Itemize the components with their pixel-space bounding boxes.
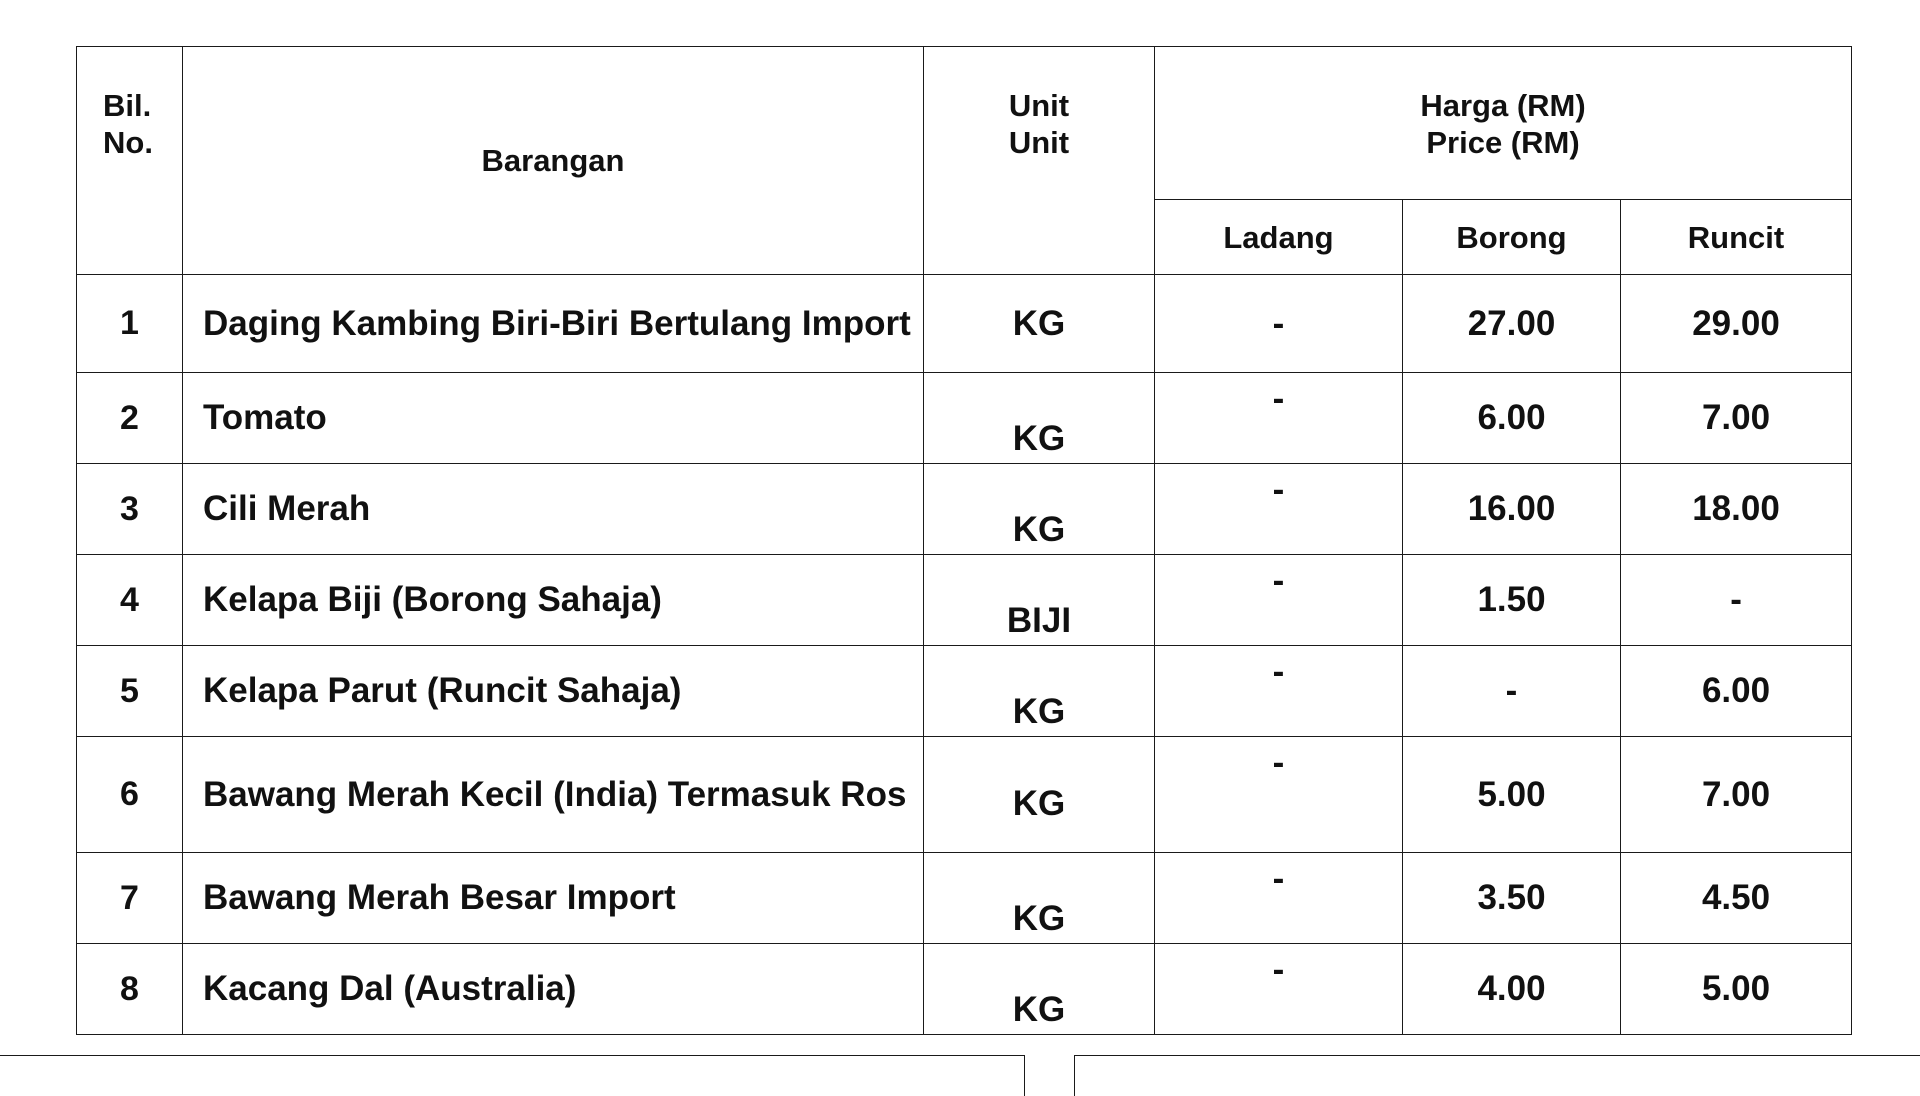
row-no: 8 [77,944,183,1035]
row-ladang: - [1155,555,1403,646]
row-borong: 27.00 [1403,275,1621,373]
row-no: 5 [77,646,183,737]
row-runcit: 18.00 [1621,464,1852,555]
row-borong: 5.00 [1403,737,1621,853]
row-no: 7 [77,853,183,944]
row-runcit: 4.50 [1621,853,1852,944]
row-runcit: 7.00 [1621,737,1852,853]
price-table [76,46,1852,1035]
row-ladang: - [1155,275,1403,373]
row-ladang: - [1155,737,1403,853]
header-runcit: Runcit [1621,200,1852,275]
row-runcit: 5.00 [1621,944,1852,1035]
row-item: Bawang Merah Besar Import [183,853,924,944]
row-borong: 6.00 [1403,373,1621,464]
row-unit: BIJI [924,555,1155,646]
table-row [77,555,1852,646]
row-ladang: - [1155,646,1403,737]
row-unit: KG [924,373,1155,464]
row-item: Cili Merah [183,464,924,555]
row-item: Tomato [183,373,924,464]
row-ladang: - [1155,373,1403,464]
row-unit: KG [924,737,1155,853]
row-unit: KG [924,464,1155,555]
table-body [77,275,1852,1035]
row-borong: 16.00 [1403,464,1621,555]
table-header [77,47,1852,275]
row-no: 1 [77,275,183,373]
row-borong: - [1403,646,1621,737]
row-ladang: - [1155,464,1403,555]
row-runcit: 29.00 [1621,275,1852,373]
next-table-left-border [0,1055,1025,1096]
header-harga [1155,47,1852,200]
header-bil: Bil. [103,88,152,123]
row-no: 4 [77,555,183,646]
table-row [77,275,1852,373]
row-no: 3 [77,464,183,555]
table-row [77,853,1852,944]
header-unit [924,47,1155,275]
row-unit: KG [924,944,1155,1035]
header-borong: Borong [1403,200,1621,275]
row-unit: KG [924,853,1155,944]
row-ladang: - [1155,944,1403,1035]
next-table-right-border [1074,1055,1920,1096]
row-item: Bawang Merah Kecil (India) Termasuk Ros [183,737,924,853]
row-no: 2 [77,373,183,464]
row-runcit: 7.00 [1621,373,1852,464]
header-no: No. [103,125,153,160]
header-unit-en: Unit [1008,125,1070,160]
row-unit: KG [924,646,1155,737]
header-barangan: Barangan [183,47,924,275]
table-row [77,373,1852,464]
table-row [77,464,1852,555]
row-borong: 4.00 [1403,944,1621,1035]
row-runcit: 6.00 [1621,646,1852,737]
header-ladang: Ladang [1155,200,1403,275]
row-runcit: - [1621,555,1852,646]
table-row [77,737,1852,853]
header-harga-en: Price (RM) [1426,125,1580,160]
row-item: Kelapa Parut (Runcit Sahaja) [183,646,924,737]
header-harga-ms: Harga (RM) [1420,88,1586,123]
header-bil-no [77,47,183,275]
row-borong: 3.50 [1403,853,1621,944]
row-item: Kacang Dal (Australia) [183,944,924,1035]
row-unit: KG [924,275,1155,373]
row-item: Kelapa Biji (Borong Sahaja) [183,555,924,646]
table-row [77,646,1852,737]
row-item: Daging Kambing Biri-Biri Bertulang Import [183,275,924,373]
header-unit-ms: Unit [1008,88,1070,123]
table-row [77,944,1852,1035]
row-no: 6 [77,737,183,853]
row-borong: 1.50 [1403,555,1621,646]
row-ladang: - [1155,853,1403,944]
